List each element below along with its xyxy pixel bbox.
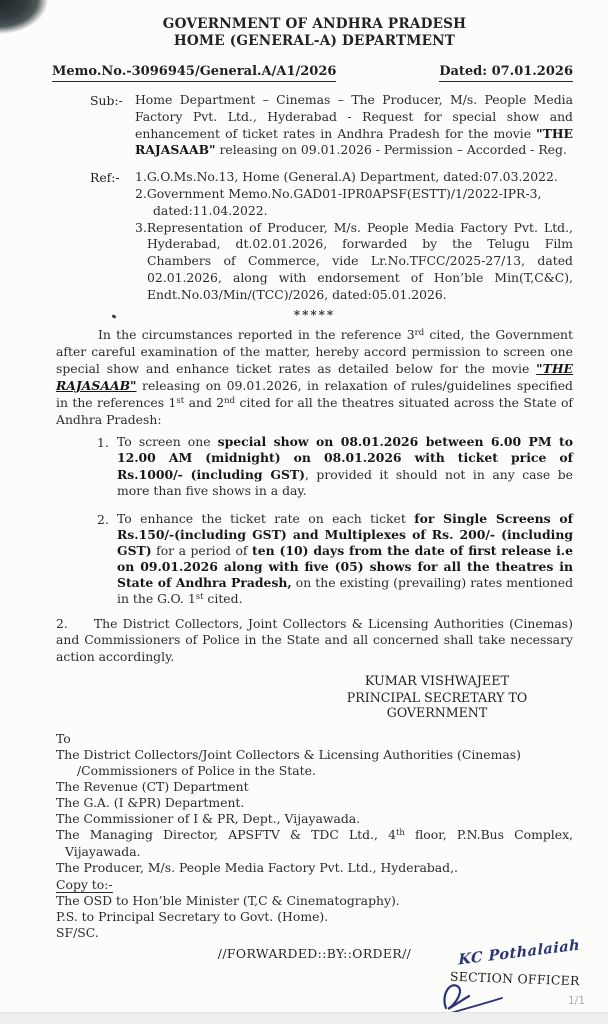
reference-item-3: 3.Representation of Producer, M/s. People Media Factory Pvt. Ltd., Hyderabad, dt.02.01.2026, forwarded by the Telugu Film Chambers of Commerce, vide Lr.No.TFCC/2025-27/13, dated 02.01.2026, along with endorsement of Hon’ble Min(T,C&C), Endt.No.03/Min/(TCC)/2026, dated:05.01.2026. [135,219,573,302]
order-text: and 2 [184,394,225,410]
item-2-plain: To enhance the ticket rate on each ticket [117,511,415,527]
memo-number-row [52,63,573,82]
copy-to-heading [56,877,573,893]
ordinal-th: th [395,828,405,839]
item-1-bold: special show on 08.01.2026 between 6.00 PM to 12.00 AM (midnight) on 08.01.2026 with ticket price of Rs.1000/- (including GST) [117,434,574,482]
item-1-number: 1. [97,435,109,451]
memo-date: Dated: 07.01.2026 [439,63,573,82]
addressee-line: The Commissioner of I & PR, Dept., Vijayawada. [56,811,361,827]
instruction-paragraph [56,616,573,666]
item-2-number: 2. [97,512,109,528]
addressee-line-part: The Managing Director, APSFTV & TDC Ltd., 4 [56,827,396,843]
item-2-plain: cited. [203,590,243,606]
reference-item-1: 1.G.O.Ms.No.13, Home (General.A) Department, dated:07.03.2022. [135,169,558,185]
addressee-line: /Commissioners of Police in the State. [77,763,316,779]
page-indicator: 1/1 [568,995,585,1007]
item-2-text [117,511,573,606]
document-header [56,16,573,50]
subject-part1: Home Department – Cinemas – The Producer, M/s. People Media Factory Pvt. Ltd., Hyderabad - Request for special show and enhancement of ticket rates in Andhra Pradesh for the movie [135,92,573,141]
header-government: GOVERNMENT OF ANDHRA PRADESH [162,16,467,32]
item-1-text [117,434,573,499]
subject-label: Sub:- [90,93,123,108]
copy-to-label: Copy to:- [56,876,113,892]
item-2-plain: for a period of [151,543,253,559]
memo-number: Memo.No.-3096945/General.A/A1/2026 [52,63,336,82]
order-text: cited for all the theatres situated across the State of Andhra Pradesh: [56,394,573,428]
addressee-line [56,827,573,843]
subject-part2: releasing on 09.01.2026 - Permission – Accorded - Reg. [215,142,567,158]
forwarded-by-order: //FORWARDED::BY::ORDER// [217,946,412,962]
signing-officer-block [301,674,573,720]
subject-movie-title: "THE RAJASAAB" [135,125,573,158]
ordinal-st: st [176,395,185,406]
subject-text [135,92,573,159]
permission-item-1 [97,434,573,499]
header-department: HOME (GENERAL-A) DEPARTMENT [173,33,456,49]
item-1-plain: To screen one [117,434,218,450]
order-paragraph [56,326,573,429]
subject-block [90,92,573,159]
reference-items [135,169,573,303]
movie-title: "THE RAJASAAB" [56,360,573,393]
handwritten-signature: KC Pothalaiah [458,936,581,969]
permission-item-2 [97,511,573,606]
order-text: In the circumstances reported in the reference 3 [98,326,415,342]
copy-line: P.S. to Principal Secretary to Govt. (Home). [56,908,329,924]
page-corner-fold [0,0,48,34]
instruction-text: The District Collectors, Joint Collectors & Licensing Authorities (Cinemas) and Commissioners of Police in the State and all concerned shall take necessary action accordingly. [56,615,573,665]
addressee-line: Vijayawada. [65,843,141,859]
officer-title: PRINCIPAL SECRETARY TO GOVERNMENT [346,689,528,720]
item-2-plain: on the existing (prevailing) rates mentioned in the G.O. 1 [117,574,573,606]
addressee-line-part: floor, P.N.Bus Complex, [404,827,573,843]
asterisk-separator: ***** [293,307,336,322]
ordinal-rd: rd [414,327,425,338]
copy-line: The OSD to Hon’ble Minister (T,C & Cinematography). [56,892,400,908]
copy-line: SF/SC. [56,924,99,940]
section-officer-title: SECTION OFFICER [449,968,580,989]
addressee-line: The District Collectors/Joint Collectors & Licensing Authorities (Cinemas) [56,746,521,762]
item-2-bold: ten (10) days from the date of first release i.e on 09.01.2026 along with five (05) shows for all the theatres in State of Andhra Pradesh, [117,543,574,590]
addressees-block [56,731,573,941]
reference-label: Ref:- [90,170,120,186]
to-label: To [56,730,71,746]
reference-block [90,169,573,303]
item-2-bold: for Single Screens of Rs.150/-(including GST) and Multiplexes of Rs. 200/- (including GST) [117,511,573,559]
addressee-line: The Producer, M/s. People Media Factory Pvt. Ltd., Hyderabad,. [56,859,458,875]
order-text: releasing on 09.01.2026, in relaxation of rules/guidelines specified in the references 1 [56,377,573,410]
paragraph-number: 2. [56,615,68,631]
officer-name: KUMAR VISHWAJEET [364,673,510,689]
item-1-plain: , provided it should not in any case be more than five shows in a day. [117,466,573,499]
addressee-line: The Revenue (CT) Department [56,779,249,795]
footer-bar [0,1012,608,1024]
order-text: cited, the Government after careful examination of the matter, hereby accord permission to screen one special show and enhance ticket rates as detailed below for the movie [56,326,574,376]
reference-item-2: 2.Government Memo.No.GAD01-IPR0APSF(ESTT)/1/2022-IPR-3, [135,185,542,201]
ordinal-st: st [195,591,204,602]
reference-item-2-cont: dated:11.04.2022. [153,202,268,218]
ordinal-nd: nd [224,395,236,406]
addressee-line: The G.A. (I &PR) Department. [56,795,245,811]
